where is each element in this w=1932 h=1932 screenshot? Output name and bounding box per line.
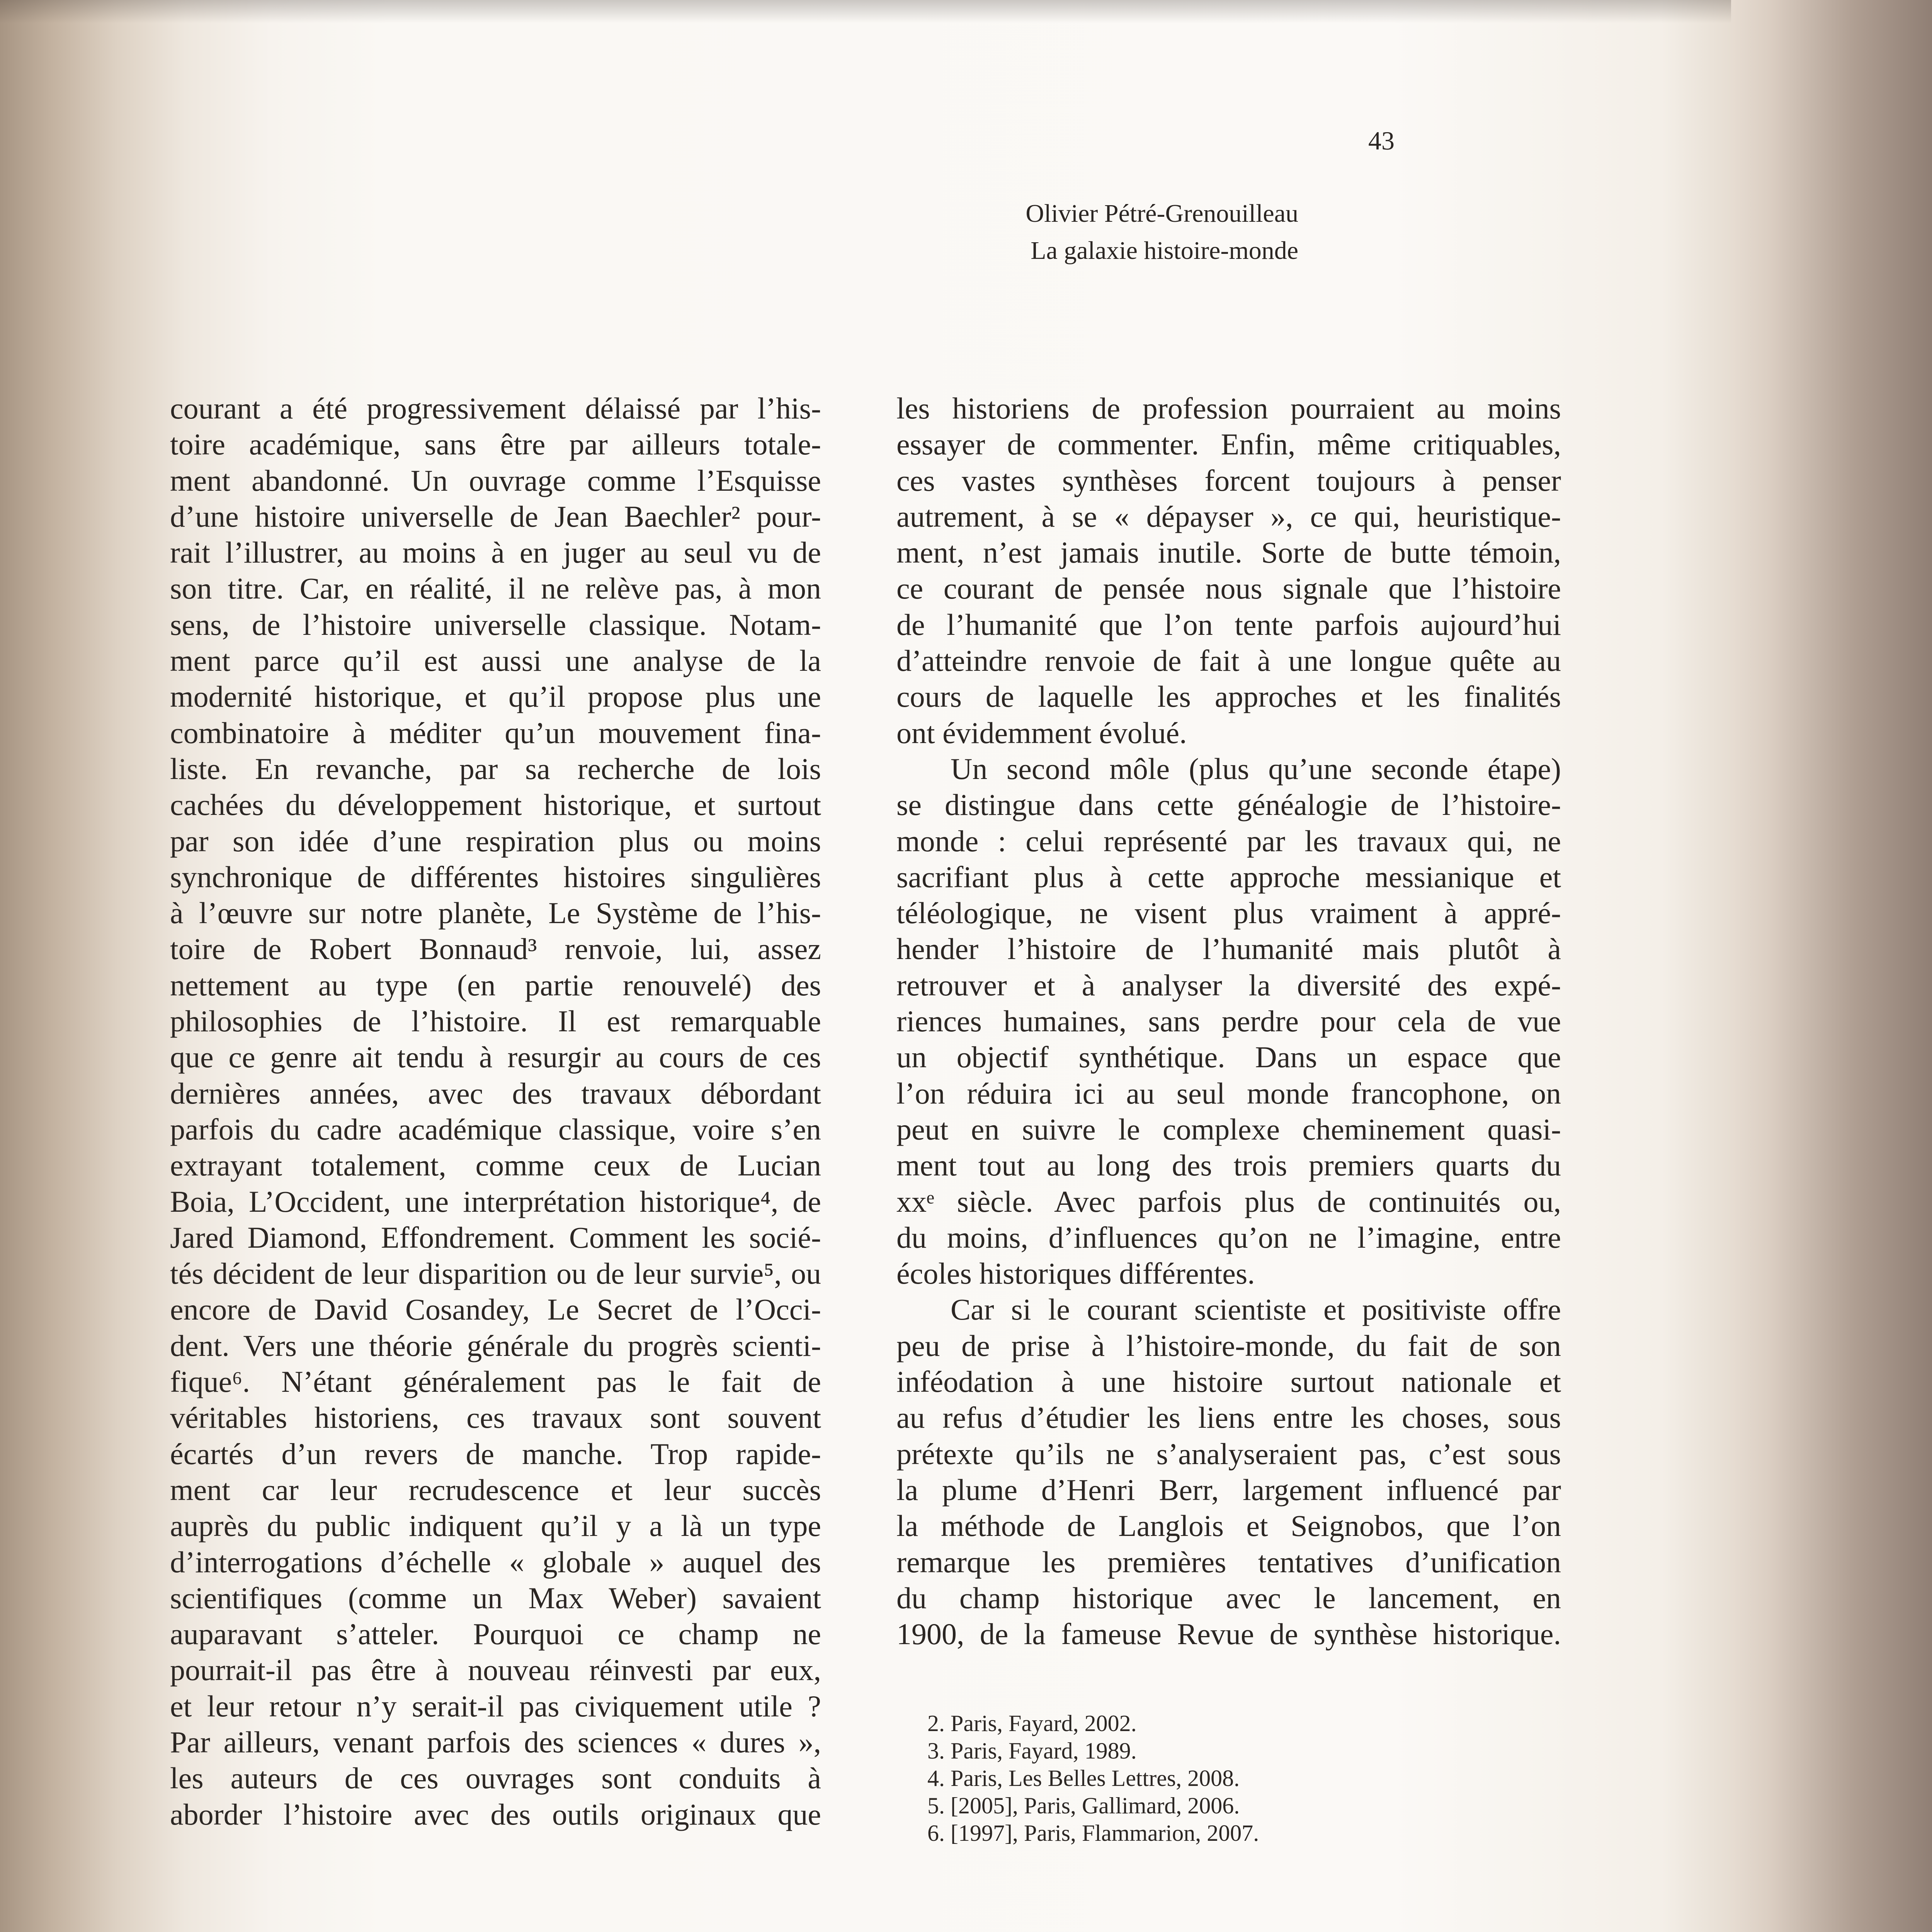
- text-line: les historiens de profession pourraient au moins: [896, 391, 1561, 425]
- text-line: tés décident de leur disparition ou de leur survie⁵, ou: [170, 1257, 821, 1291]
- footnote: 4. Paris, Les Belles Lettres, 2008.: [927, 1765, 1240, 1791]
- text-line: peut en suivre le complexe cheminement quasi-: [896, 1112, 1561, 1146]
- text-line: et leur retour n’y serait-il pas civiquement utile ?: [170, 1689, 821, 1723]
- text-line: du champ historique avec le lancement, en: [896, 1581, 1561, 1615]
- text-line: aborder l’histoire avec des outils originaux que: [170, 1797, 821, 1831]
- text-line: autrement, à se « dépayser », ce qui, heuristique-: [896, 499, 1561, 533]
- text-line: peu de prise à l’histoire-monde, du fait de son: [896, 1328, 1561, 1362]
- text-line: ment, n’est jamais inutile. Sorte de butte témoin,: [896, 536, 1561, 570]
- text-line: inféodation à une histoire surtout nationale et: [896, 1365, 1561, 1399]
- text-line: liste. En revanche, par sa recherche de lois: [170, 752, 821, 786]
- text-line: l’on réduira ici au seul monde francophone, on: [896, 1076, 1561, 1110]
- text-line: ce courant de pensée nous signale que l’histoire: [896, 571, 1561, 605]
- text-line: sacrifiant plus à cette approche messianique et: [896, 860, 1561, 894]
- footnote: 2. Paris, Fayard, 2002.: [927, 1711, 1137, 1736]
- text-line: ment tout au long des trois premiers quarts du: [896, 1148, 1561, 1182]
- text-line: combinatoire à méditer qu’un mouvement fina-: [170, 716, 821, 750]
- right-column: [896, 390, 1561, 1846]
- text-line: auprès du public indiquent qu’il y a là un type: [170, 1509, 821, 1543]
- text-line: écoles historiques différentes.: [896, 1257, 1255, 1291]
- text-line: encore de David Cosandey, Le Secret de l’Occi-: [170, 1293, 821, 1327]
- page-number: 43: [1368, 126, 1395, 155]
- text-line: téléologique, ne visent plus vraiment à appré-: [896, 896, 1561, 930]
- text-line: ment abandonné. Un ouvrage comme l’Esquisse: [170, 463, 821, 497]
- running-head: [757, 195, 1298, 269]
- text-line: xxᵉ siècle. Avec parfois plus de continuités ou,: [896, 1184, 1561, 1218]
- text-line: ment parce qu’il est aussi une analyse de la: [170, 644, 821, 678]
- text-line: ces vastes synthèses forcent toujours à penser: [896, 463, 1561, 497]
- text-line: hender l’histoire de l’humanité mais plutôt à: [896, 932, 1561, 966]
- text-line: cachées du développement historique, et surtout: [170, 788, 821, 822]
- text-line: monde : celui représenté par les travaux qui, ne: [896, 824, 1561, 858]
- text-line: retrouver et à analyser la diversité des expé-: [896, 968, 1561, 1002]
- text-line: la plume d’Henri Berr, largement influencé par: [896, 1473, 1561, 1507]
- text-line: son titre. Car, en réalité, il ne relève pas, à mon: [170, 571, 821, 605]
- running-head-title: La galaxie histoire-monde: [1031, 236, 1298, 265]
- text-line: un objectif synthétique. Dans un espace que: [896, 1040, 1561, 1074]
- footnote: 5. [2005], Paris, Gallimard, 2006.: [927, 1793, 1240, 1819]
- text-line: à l’œuvre sur notre planète, Le Système de l’his-: [170, 896, 821, 930]
- text-line: d’une histoire universelle de Jean Baechler² pour-: [170, 499, 821, 533]
- footnote: 3. Paris, Fayard, 1989.: [927, 1738, 1137, 1764]
- text-line: se distingue dans cette généalogie de l’histoire-: [896, 788, 1561, 822]
- text-line: extrayant totalement, comme ceux de Lucian: [170, 1148, 821, 1182]
- text-line: rait l’illustrer, au moins à en juger au seul vu de: [170, 536, 821, 570]
- text-line: toire de Robert Bonnaud³ renvoie, lui, assez: [170, 932, 821, 966]
- text-line: synchronique de différentes histoires singulières: [170, 860, 821, 894]
- text-line: d’atteindre renvoie de fait à une longue quête au: [896, 644, 1561, 678]
- text-line: remarque les premières tentatives d’unification: [896, 1545, 1561, 1579]
- text-line: prétexte qu’ils ne s’analyseraient pas, c’est sous: [896, 1437, 1561, 1471]
- text-line: dernières années, avec des travaux débordant: [170, 1076, 821, 1110]
- footnotes: [896, 1710, 1561, 1847]
- text-line: sens, de l’histoire universelle classique. Notam-: [170, 607, 821, 641]
- text-line: Car si le courant scientiste et positiviste offre: [951, 1293, 1561, 1327]
- text-line: que ce genre ait tendu à resurgir au cours de ces: [170, 1040, 821, 1074]
- text-line: ment car leur recrudescence et leur succès: [170, 1473, 821, 1507]
- text-line: Jared Diamond, Effondrement. Comment les socié-: [170, 1220, 821, 1254]
- page-top-shadow: [0, 0, 1731, 23]
- text-line: philosophies de l’histoire. Il est remarquable: [170, 1004, 821, 1038]
- text-line: ont évidemment évolué.: [896, 716, 1187, 750]
- text-line: 1900, de la fameuse Revue de synthèse historique.: [896, 1617, 1561, 1651]
- text-line: de l’humanité que l’on tente parfois aujourd’hui: [896, 607, 1561, 641]
- text-line: scientifiques (comme un Max Weber) savaient: [170, 1581, 821, 1615]
- footnote: 6. [1997], Paris, Flammarion, 2007.: [927, 1820, 1259, 1846]
- text-line: par son idée d’une respiration plus ou moins: [170, 824, 821, 858]
- text-line: écartés d’un revers de manche. Trop rapide-: [170, 1437, 821, 1471]
- running-head-author: Olivier Pétré-Grenouilleau: [1026, 199, 1298, 228]
- text-line: d’interrogations d’échelle « globale » auquel des: [170, 1545, 821, 1579]
- text-line: nettement au type (en partie renouvelé) des: [170, 968, 821, 1002]
- text-line: auparavant s’atteler. Pourquoi ce champ ne: [170, 1617, 821, 1651]
- text-line: essayer de commenter. Enfin, même critiquables,: [896, 427, 1561, 461]
- text-line: dent. Vers une théorie générale du progrès scienti-: [170, 1328, 821, 1362]
- text-line: pourrait-il pas être à nouveau réinvesti par eux,: [170, 1653, 821, 1687]
- text-line: riences humaines, sans perdre pour cela de vue: [896, 1004, 1561, 1038]
- text-line: au refus d’étudier les liens entre les choses, sous: [896, 1401, 1561, 1435]
- text-line: toire académique, sans être par ailleurs totale-: [170, 427, 821, 461]
- text-line: Boia, L’Occident, une interprétation historique⁴, de: [170, 1184, 821, 1218]
- text-line: la méthode de Langlois et Seignobos, que l’on: [896, 1509, 1561, 1543]
- text-line: parfois du cadre académique classique, voire s’en: [170, 1112, 821, 1146]
- text-line: du moins, d’influences qu’on ne l’imagine, entre: [896, 1220, 1561, 1254]
- text-line: cours de laquelle les approches et les finalités: [896, 680, 1561, 714]
- text-line: courant a été progressivement délaissé par l’his-: [170, 391, 821, 425]
- text-line: Un second môle (plus qu’une seconde étape): [951, 752, 1561, 786]
- text-line: véritables historiens, ces travaux sont souvent: [170, 1401, 821, 1435]
- left-column: [170, 390, 821, 1932]
- text-line: les auteurs de ces ouvrages sont conduits à: [170, 1761, 821, 1795]
- text-line: Par ailleurs, venant parfois des sciences « dures »,: [170, 1725, 821, 1759]
- text-line: modernité historique, et qu’il propose plus une: [170, 680, 821, 714]
- text-line: fique⁶. N’étant généralement pas le fait de: [170, 1365, 821, 1399]
